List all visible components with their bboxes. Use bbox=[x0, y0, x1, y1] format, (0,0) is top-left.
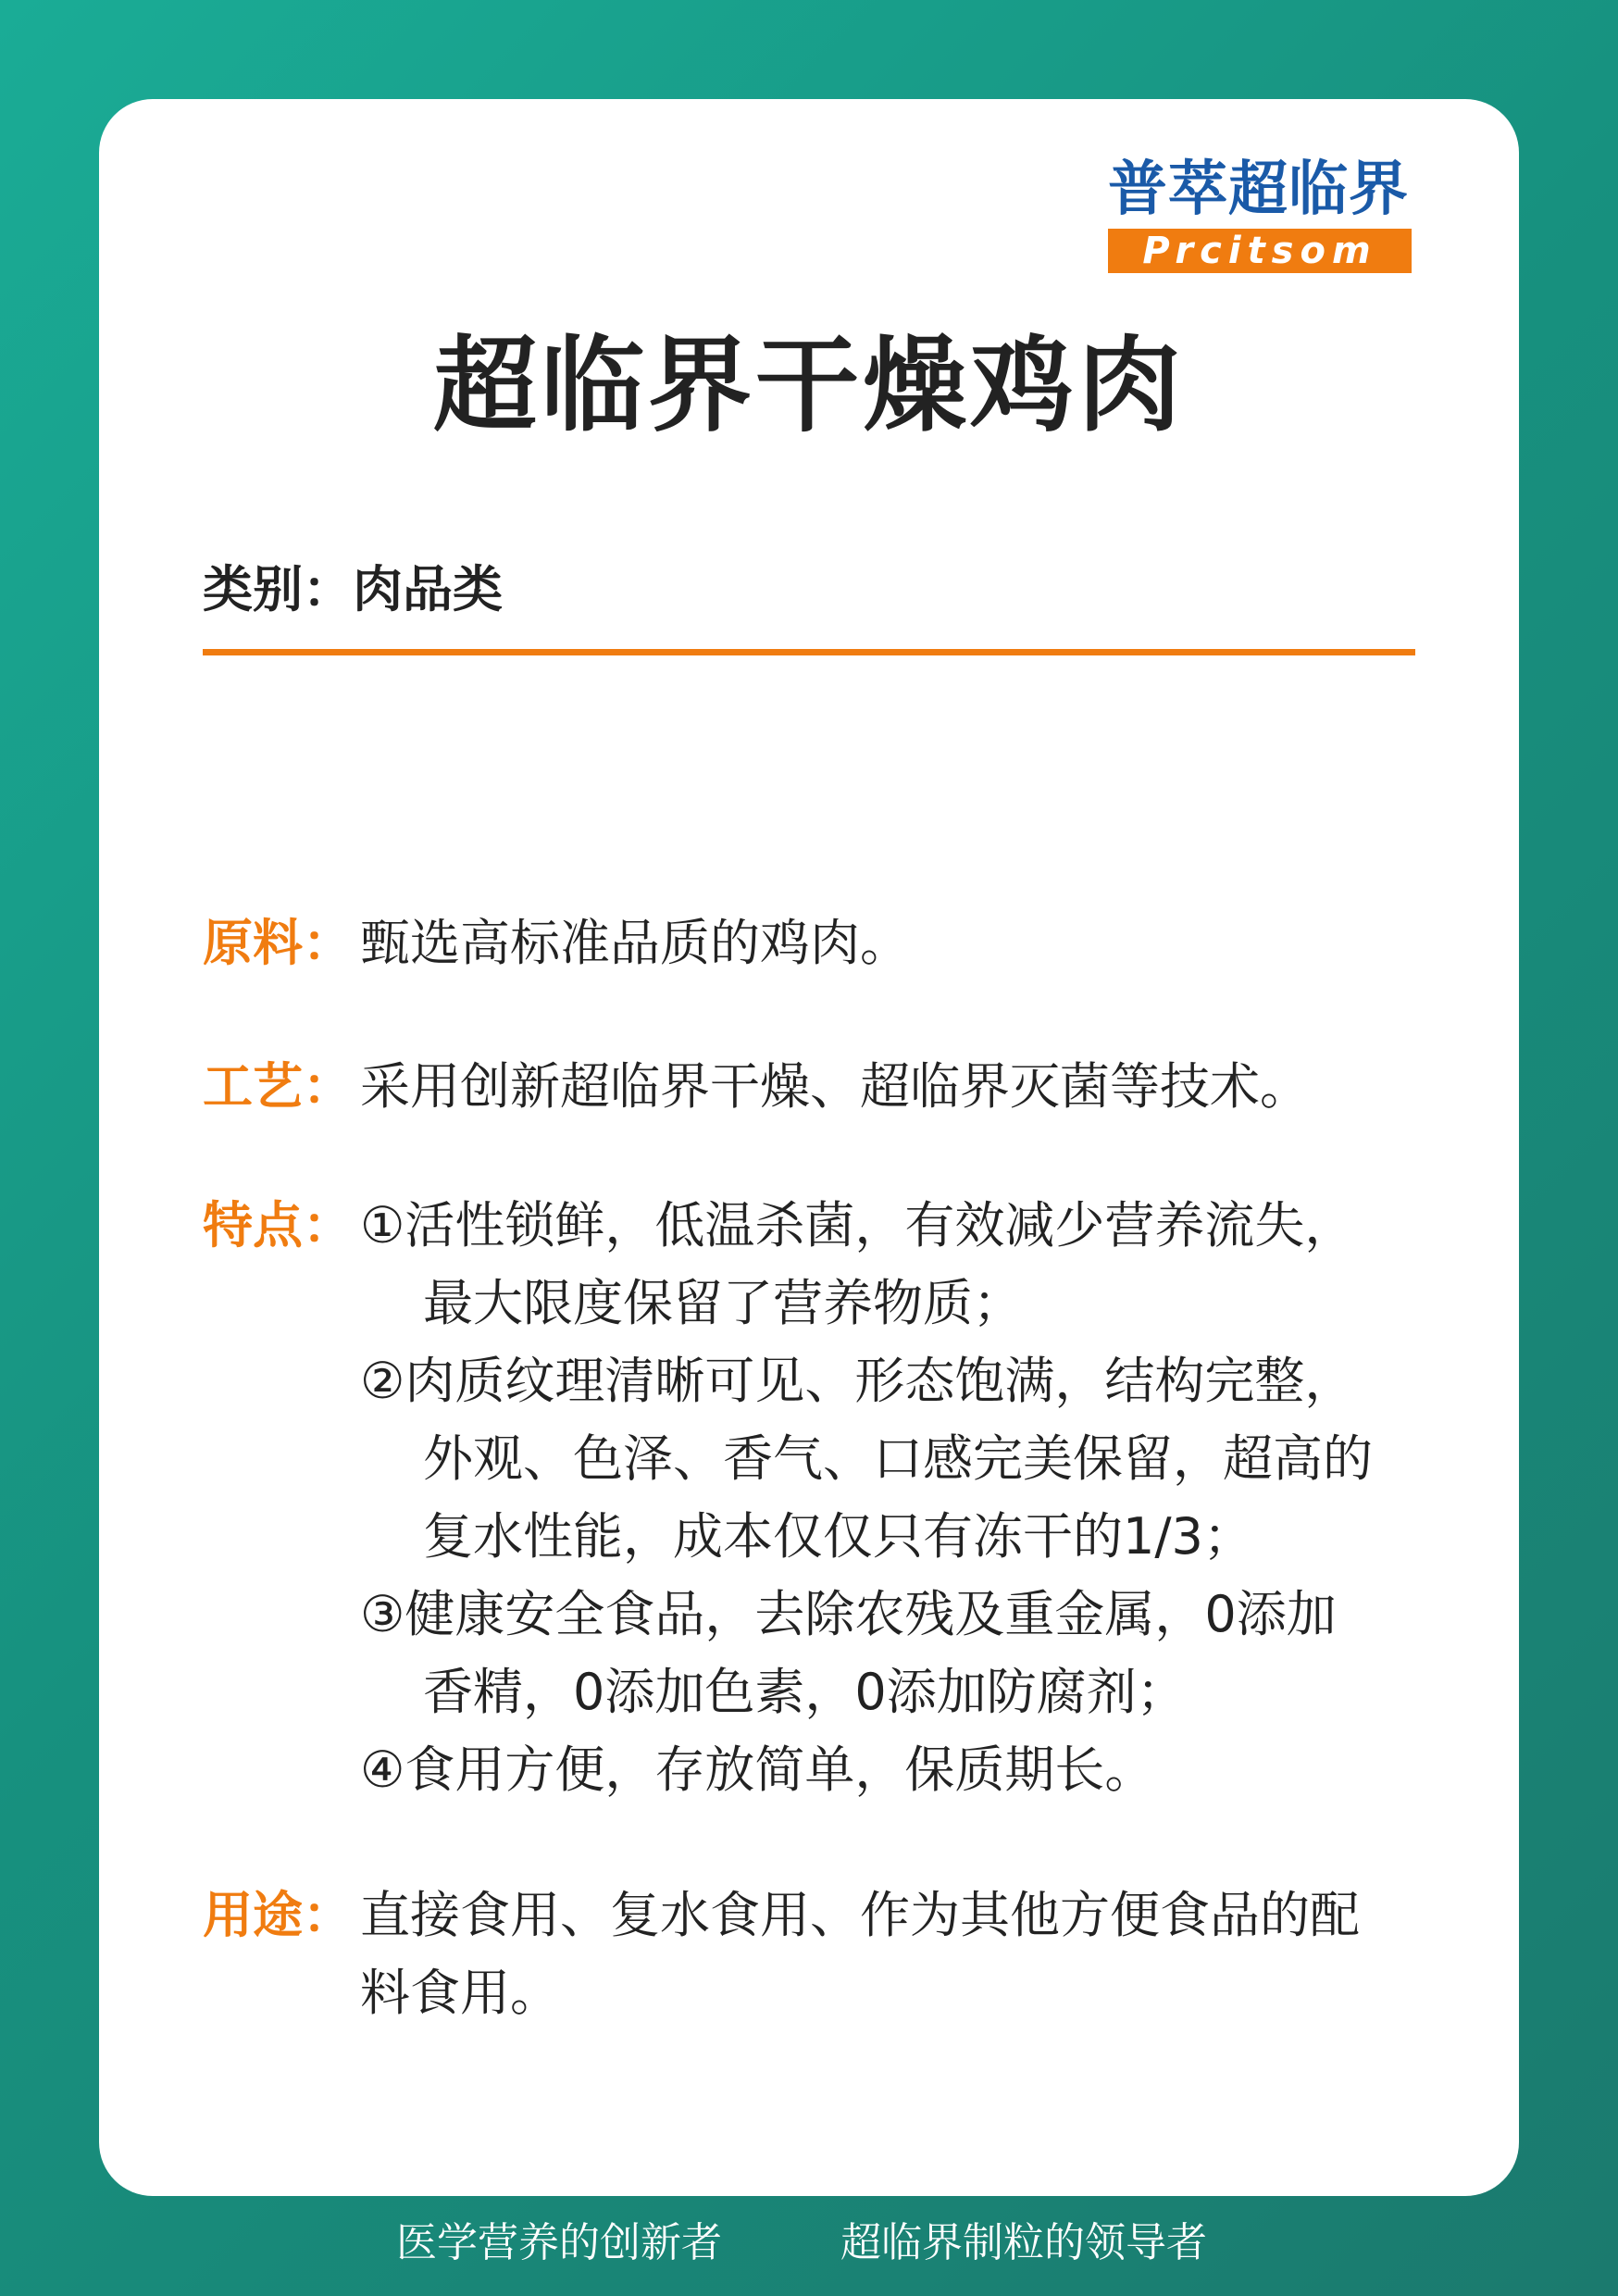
features-label: 特点： bbox=[203, 1196, 353, 1254]
material-label: 原料： bbox=[203, 914, 353, 972]
usage-text bbox=[360, 1877, 1434, 2032]
usage-label: 用途： bbox=[203, 1886, 353, 1944]
feature-line: ①活性锁鲜，低温杀菌，有效减少营养流失， bbox=[360, 1196, 1355, 1254]
material-text: 甄选高标准品质的鸡肉。 bbox=[360, 914, 910, 972]
footer-slogan-left: 医学营养的创新者 bbox=[396, 2219, 722, 2266]
category-label: 类别：肉品类 bbox=[203, 560, 503, 618]
features-text bbox=[360, 1187, 1434, 1809]
feature-line: 最大限度保留了营养物质； bbox=[423, 1274, 1023, 1332]
feature-line: ③健康安全食品，去除农残及重金属，0添加 bbox=[360, 1585, 1337, 1643]
usage-line: 直接食用、复水食用、作为其他方便食品的配 bbox=[360, 1886, 1360, 1944]
brand-logo-cn: 普萃超临界 bbox=[1108, 156, 1409, 224]
process-label: 工艺： bbox=[203, 1057, 353, 1116]
feature-line: 复水性能，成本仅仅只有冻干的1/3； bbox=[423, 1507, 1253, 1566]
brand-logo-en: Prcitsom bbox=[1108, 229, 1412, 273]
process-text: 采用创新超临界干燥、超临界灭菌等技术。 bbox=[360, 1057, 1310, 1116]
feature-line: 外观、色泽、香气、口感完美保留，超高的 bbox=[423, 1429, 1373, 1488]
product-card bbox=[99, 99, 1519, 2196]
feature-line: ②肉质纹理清晰可见、形态饱满，结构完整， bbox=[360, 1352, 1355, 1410]
feature-line: ④食用方便，存放简单，保质期长。 bbox=[360, 1741, 1155, 1799]
page-title: 超临界干燥鸡肉 bbox=[433, 326, 1185, 446]
usage-line: 料食用。 bbox=[360, 1964, 560, 2022]
brand-logo bbox=[1108, 156, 1413, 273]
feature-line: 香精，0添加色素，0添加防腐剂； bbox=[423, 1663, 1187, 1721]
footer-slogan-right: 超临界制粒的领导者 bbox=[840, 2219, 1207, 2266]
orange-divider bbox=[203, 649, 1415, 655]
